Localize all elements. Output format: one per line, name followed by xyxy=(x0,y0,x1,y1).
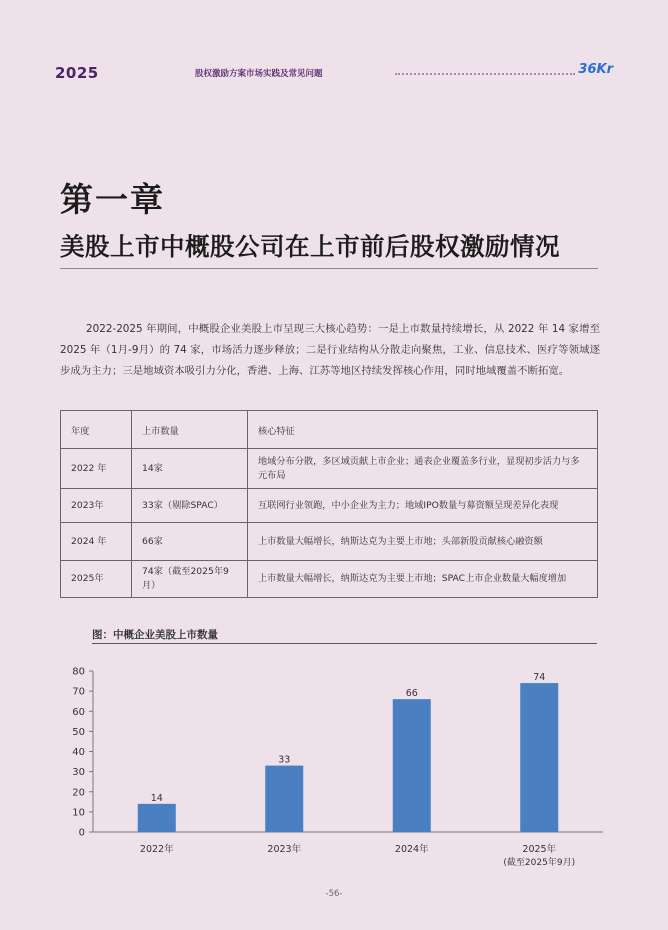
y-tick-label: 10 xyxy=(72,807,85,819)
table-row xyxy=(61,489,598,523)
header-divider xyxy=(395,73,575,75)
y-tick-label: 60 xyxy=(72,706,85,718)
intro-paragraph: 2022-2025 年期间，中概股企业美股上市呈现三大核心趋势：一是上市数量持续增长，从 2022 年 14 家增至 2025 年（1月-9月）的 74 家，市场活力逐步释放；二是行业结构从分散走向聚焦，工业、信息技术、医疗等领域逐步成为主力；三是地域资本吸引力分化，香港、上海、江苏等地区持续发挥核心作用，同时地域覆盖不断拓宽。 xyxy=(60,323,600,377)
bar-value-label: 66 xyxy=(405,688,418,700)
chapter-title: 第一章 xyxy=(60,180,165,219)
page-header xyxy=(55,62,613,84)
table-cell-year: 2024 年 xyxy=(61,523,132,561)
bar xyxy=(393,699,431,832)
y-tick-label: 70 xyxy=(72,686,85,698)
summary-table xyxy=(60,410,598,598)
table-cell-feature: 地域分布分散，多区域贡献上市企业；通表企业覆盖多行业，显现初步活力与多元布局 xyxy=(248,449,598,489)
chart-title-rule xyxy=(92,643,597,644)
table-row xyxy=(61,561,598,598)
table-header-cell: 上市数量 xyxy=(132,411,248,449)
table-cell-count: 14家 xyxy=(132,449,248,489)
header-logo: 36Kr xyxy=(578,62,613,77)
bar xyxy=(265,766,303,832)
table-cell-year: 2023年 xyxy=(61,489,132,523)
table-cell-feature: 互联网行业领跑，中小企业为主力；地域IPO数量与募资额呈现差异化表现 xyxy=(248,489,598,523)
bar-value-label: 74 xyxy=(533,672,546,684)
table-header-row xyxy=(61,411,598,449)
table-cell-year: 2022 年 xyxy=(61,449,132,489)
table-header-cell: 核心特征 xyxy=(248,411,598,449)
page-number: -56- xyxy=(325,889,343,899)
table-cell-feature: 上市数量大幅增长，纳斯达克为主要上市地；SPAC上市企业数量大幅度增加 xyxy=(248,561,598,598)
table-cell-year: 2025年 xyxy=(61,561,132,598)
chapter-subtitle: 美股上市中概股公司在上市前后股权激励情况 xyxy=(60,232,560,261)
y-tick-label: 40 xyxy=(72,747,85,758)
y-tick-label: 30 xyxy=(72,767,85,779)
table-cell-count: 33家（剔除SPAC） xyxy=(132,489,248,523)
title-divider xyxy=(60,268,598,269)
chart-title: 图：中概企业美股上市数量 xyxy=(92,629,218,641)
table-cell-feature: 上市数量大幅增长，纳斯达克为主要上市地；头部新股贡献核心融资额 xyxy=(248,523,598,561)
table-cell-count: 74家（截至2025年9月） xyxy=(132,561,248,598)
x-tick-label: 2023年 xyxy=(267,844,302,855)
y-tick-label: 0 xyxy=(78,827,85,839)
header-title: 股权激励方案市场实践及常见问题 xyxy=(195,69,323,79)
x-tick-label: 2024年 xyxy=(394,844,429,855)
table-row xyxy=(61,449,598,489)
bar-chart xyxy=(55,655,615,870)
y-tick-label: 80 xyxy=(72,666,85,678)
bar xyxy=(138,804,176,832)
y-tick-label: 50 xyxy=(72,726,85,738)
y-tick-label: 20 xyxy=(72,787,85,799)
x-tick-label: 2025年 xyxy=(522,844,557,855)
bar xyxy=(520,683,558,832)
x-tick-sublabel: (截至2025年9月) xyxy=(503,858,576,868)
table-row xyxy=(61,523,598,561)
header-year: 2025 xyxy=(55,64,99,82)
x-tick-label: 2022年 xyxy=(139,844,174,855)
bar-value-label: 14 xyxy=(150,792,163,804)
table-cell-count: 66家 xyxy=(132,523,248,561)
bar-value-label: 33 xyxy=(278,754,291,766)
table-header-cell: 年度 xyxy=(61,411,132,449)
